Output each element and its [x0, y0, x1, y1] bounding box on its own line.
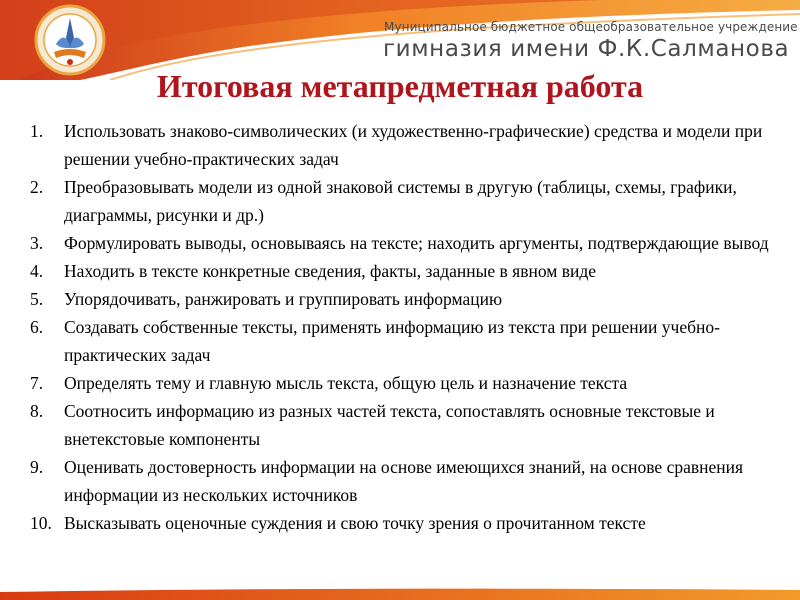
item-text: Использовать знаково-символических (и художественно-графические) средства и модели при решении учебно-практических задач — [64, 121, 763, 169]
list-item — [30, 369, 770, 397]
item-text: Формулировать выводы, основываясь на тексте; находить аргументы, подтверждающие вывод — [64, 233, 769, 253]
list-item — [30, 173, 770, 229]
item-text: Преобразовывать модели из одной знаковой системы в другую (таблицы, схемы, графики, диаграммы, рисунки и др.) — [64, 177, 737, 225]
footer-swoosh — [0, 586, 800, 600]
org-name-line1: Муниципальное бюджетное общеобразовательное учреждение — [384, 20, 798, 34]
org-name-line2: гимназия имени Ф.К.Салманова — [383, 36, 790, 62]
skills-list — [30, 117, 770, 537]
item-text: Определять тему и главную мысль текста, общую цель и назначение текста — [64, 373, 628, 393]
page-title: Итоговая метапредметная работа — [156, 68, 644, 104]
item-number: 8. — [30, 401, 44, 421]
item-number: 3. — [30, 233, 44, 253]
item-number: 10. — [30, 513, 52, 533]
item-text: Соотносить информацию из разных частей текста, сопоставлять основные текстовые и внетекстовые компоненты — [64, 401, 715, 449]
item-text: Создавать собственные тексты, применять информацию из текста при решении учебно-практических задач — [64, 317, 720, 365]
item-number: 2. — [30, 177, 44, 197]
item-number: 4. — [30, 261, 44, 281]
list-item — [30, 229, 770, 257]
item-number: 7. — [30, 373, 44, 393]
item-text: Находить в тексте конкретные сведения, факты, заданные в явном виде — [64, 261, 597, 281]
item-text: Оценивать достоверность информации на основе имеющихся знаний, на основе сравнения информации из нескольких источников — [64, 457, 744, 505]
item-text: Высказывать оценочные суждения и свою точку зрения о прочитанном тексте — [64, 513, 646, 533]
list-item — [30, 453, 770, 509]
list-item — [30, 117, 770, 173]
item-number: 6. — [30, 317, 44, 337]
item-number: 5. — [30, 289, 44, 309]
item-text: Упорядочивать, ранжировать и группировать информацию — [64, 289, 503, 309]
list-item — [30, 313, 770, 369]
item-number: 9. — [30, 457, 44, 477]
item-number: 1. — [30, 121, 44, 141]
list-item — [30, 257, 770, 285]
list-item — [30, 285, 770, 313]
list-item — [30, 397, 770, 453]
school-emblem-icon — [34, 4, 106, 76]
list-item — [30, 509, 770, 537]
